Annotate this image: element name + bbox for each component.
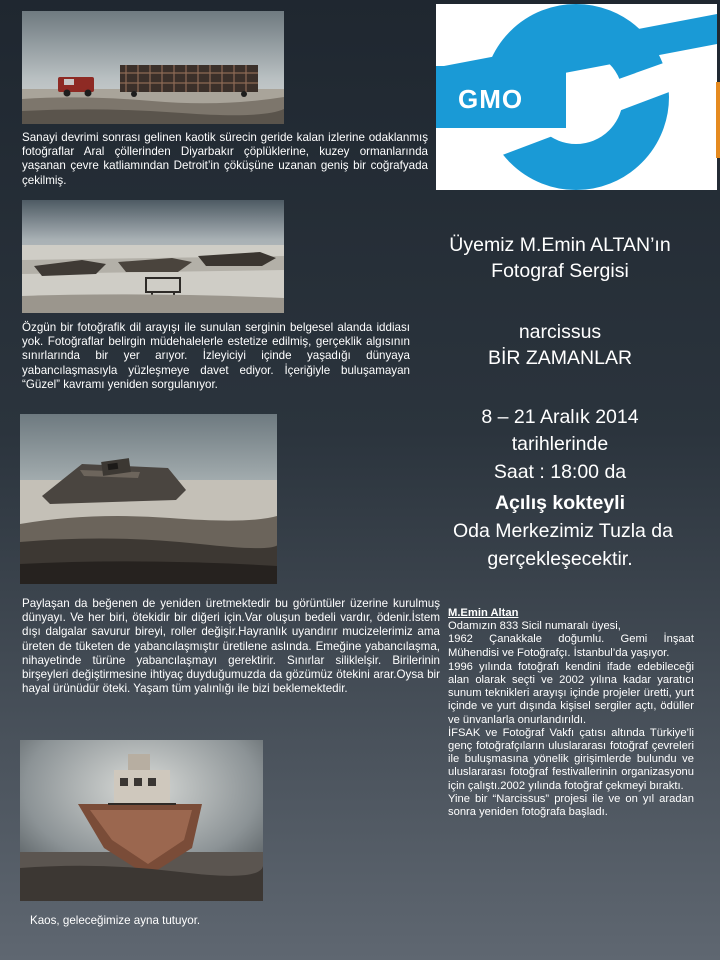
venue-line: Oda Merkezimiz Tuzla da [453,520,673,542]
wrecked-bunker-image [20,414,277,584]
announcement-line-10: gerçekleşecektir. [487,548,633,570]
caption-3: Paylaşan da beğenen de yeniden üretmektedir bu görüntüler üzerine kurulmuş dünyayı. Ve her biri, ötekidir bir diğeri için.Var oluşun bedeli vardır, ödenir.İstem dışı dalgalar savurur bireyi, roller değişir.Hayranlık uyandırır mucizelerimiz ama üreten de tüketen de yabancılaşmıştır üretilene aslında. Emeğine yabancılaşma, nihayetinde türüne yabancılaşmayı gerektirir. Sınırlar siliklelşir. Birilerinin birşeyleri değiştirmesine ihtiyaç duyduğumuzda da gözümüz ötekini arar.Oysa bir hayal ürünüdür öteki. Yaşam tüm yalınlığı ile bizi beklemektedir. [22,597,440,696]
announcement-line-6: tarihlerinde [511,433,609,455]
announcement-line-2: Fotograf Sergisi [491,260,629,282]
bio-paragraph-4: Yine bir “Narcissus” projesi ile ve on yıl aradan sonra yeniden fotoğrafa başladı. [448,792,694,819]
caption-1: Sanayi devrimi sonrası gelinen kaotik sürecin geride kalan izlerine odaklanmış fotoğraflar Aral çöllerinden Diyarbakır çöplüklerine, kuzey ormanlarında yaşanan çevre katliamından Detroit’in çöküşüne uzanan geniş bir coğrafyada çekilmiş. [22,131,428,187]
bio-name: M.Emin Altan [448,607,519,619]
exhibition-title-narcissus: narcissus [518,321,602,343]
bio-paragraph-1a: Odamızın 833 Sicil numaralı üyesi, [448,620,621,633]
bio-paragraph-1b: 1962 Çanakkale doğumlu. Gemi İnşaat Mühendisi ve Fotoğrafçı. İstanbul’da yaşıyor. [448,633,694,659]
exhibition-title-bir-zamanlar: BİR ZAMANLAR [487,347,633,369]
bio-paragraph-2: 1996 yılında fotoğrafı kendini ifade edebileceği alan olarak seçti ve 2002 yılına kadar yaratıcı sunum teknikleri arayışı içinde projeler üretti, yurt içinde ve yurt dışında kişisel sergiler açtı, ödüller ve ünvanlarla onurlandırıldı. [448,660,694,726]
photo-beached-boats [22,200,284,313]
beached-boats-image [22,200,284,313]
announcement-line-1: Üyemiz M.Emin ALTAN’ın [449,234,671,256]
photo-rusty-ship [20,740,263,901]
exhibition-dates: 8 – 21 Aralık 2014 [481,406,639,428]
desert-truck-image [22,11,284,124]
photo-desert-truck [22,11,284,124]
opening-time: Saat : 18:00 da [493,461,627,483]
bio-paragraph-3: İFSAK ve Fotoğraf Vakfı çatısı altında Türkiye’li genç fotoğrafçıların uluslararası fotoğraf çevreleri ile buluşmasına yönelik girişimlerde bulundu ve uluslararası fotoğraf festivallerinin organizasyonu için çalıştı.2002 yılında fotoğraf çekmeyi bıraktı. [448,726,694,792]
logo-accent-strip [716,82,720,158]
rusty-ship-image [20,740,263,901]
caption-4: Kaos, geleceğimize ayna tutuyor. [30,914,201,927]
opening-cocktail: Açılış kokteyli [494,492,626,514]
bio-block [448,607,694,819]
gmo-logo-text: GMO [458,84,524,114]
photo-wrecked-bunker [20,414,277,584]
gmo-logo [436,4,717,190]
caption-2: Özgün bir fotoğrafik dil arayışı ile sunulan serginin belgesel alanda iddiası yok. Fotoğraflar belirgin müdehalelerle estetize edilmiş, gerçeklik algısının sınırlarında bir yer arıyor. İzleyiciyi içinde yaşadığı dünyaya yabancılaşmasıyla yüzleşmeye davet ediyor. İçeriğiyle buluşamayan “Güzel” kavramı yeniden sorgulanıyor. [22,321,410,391]
